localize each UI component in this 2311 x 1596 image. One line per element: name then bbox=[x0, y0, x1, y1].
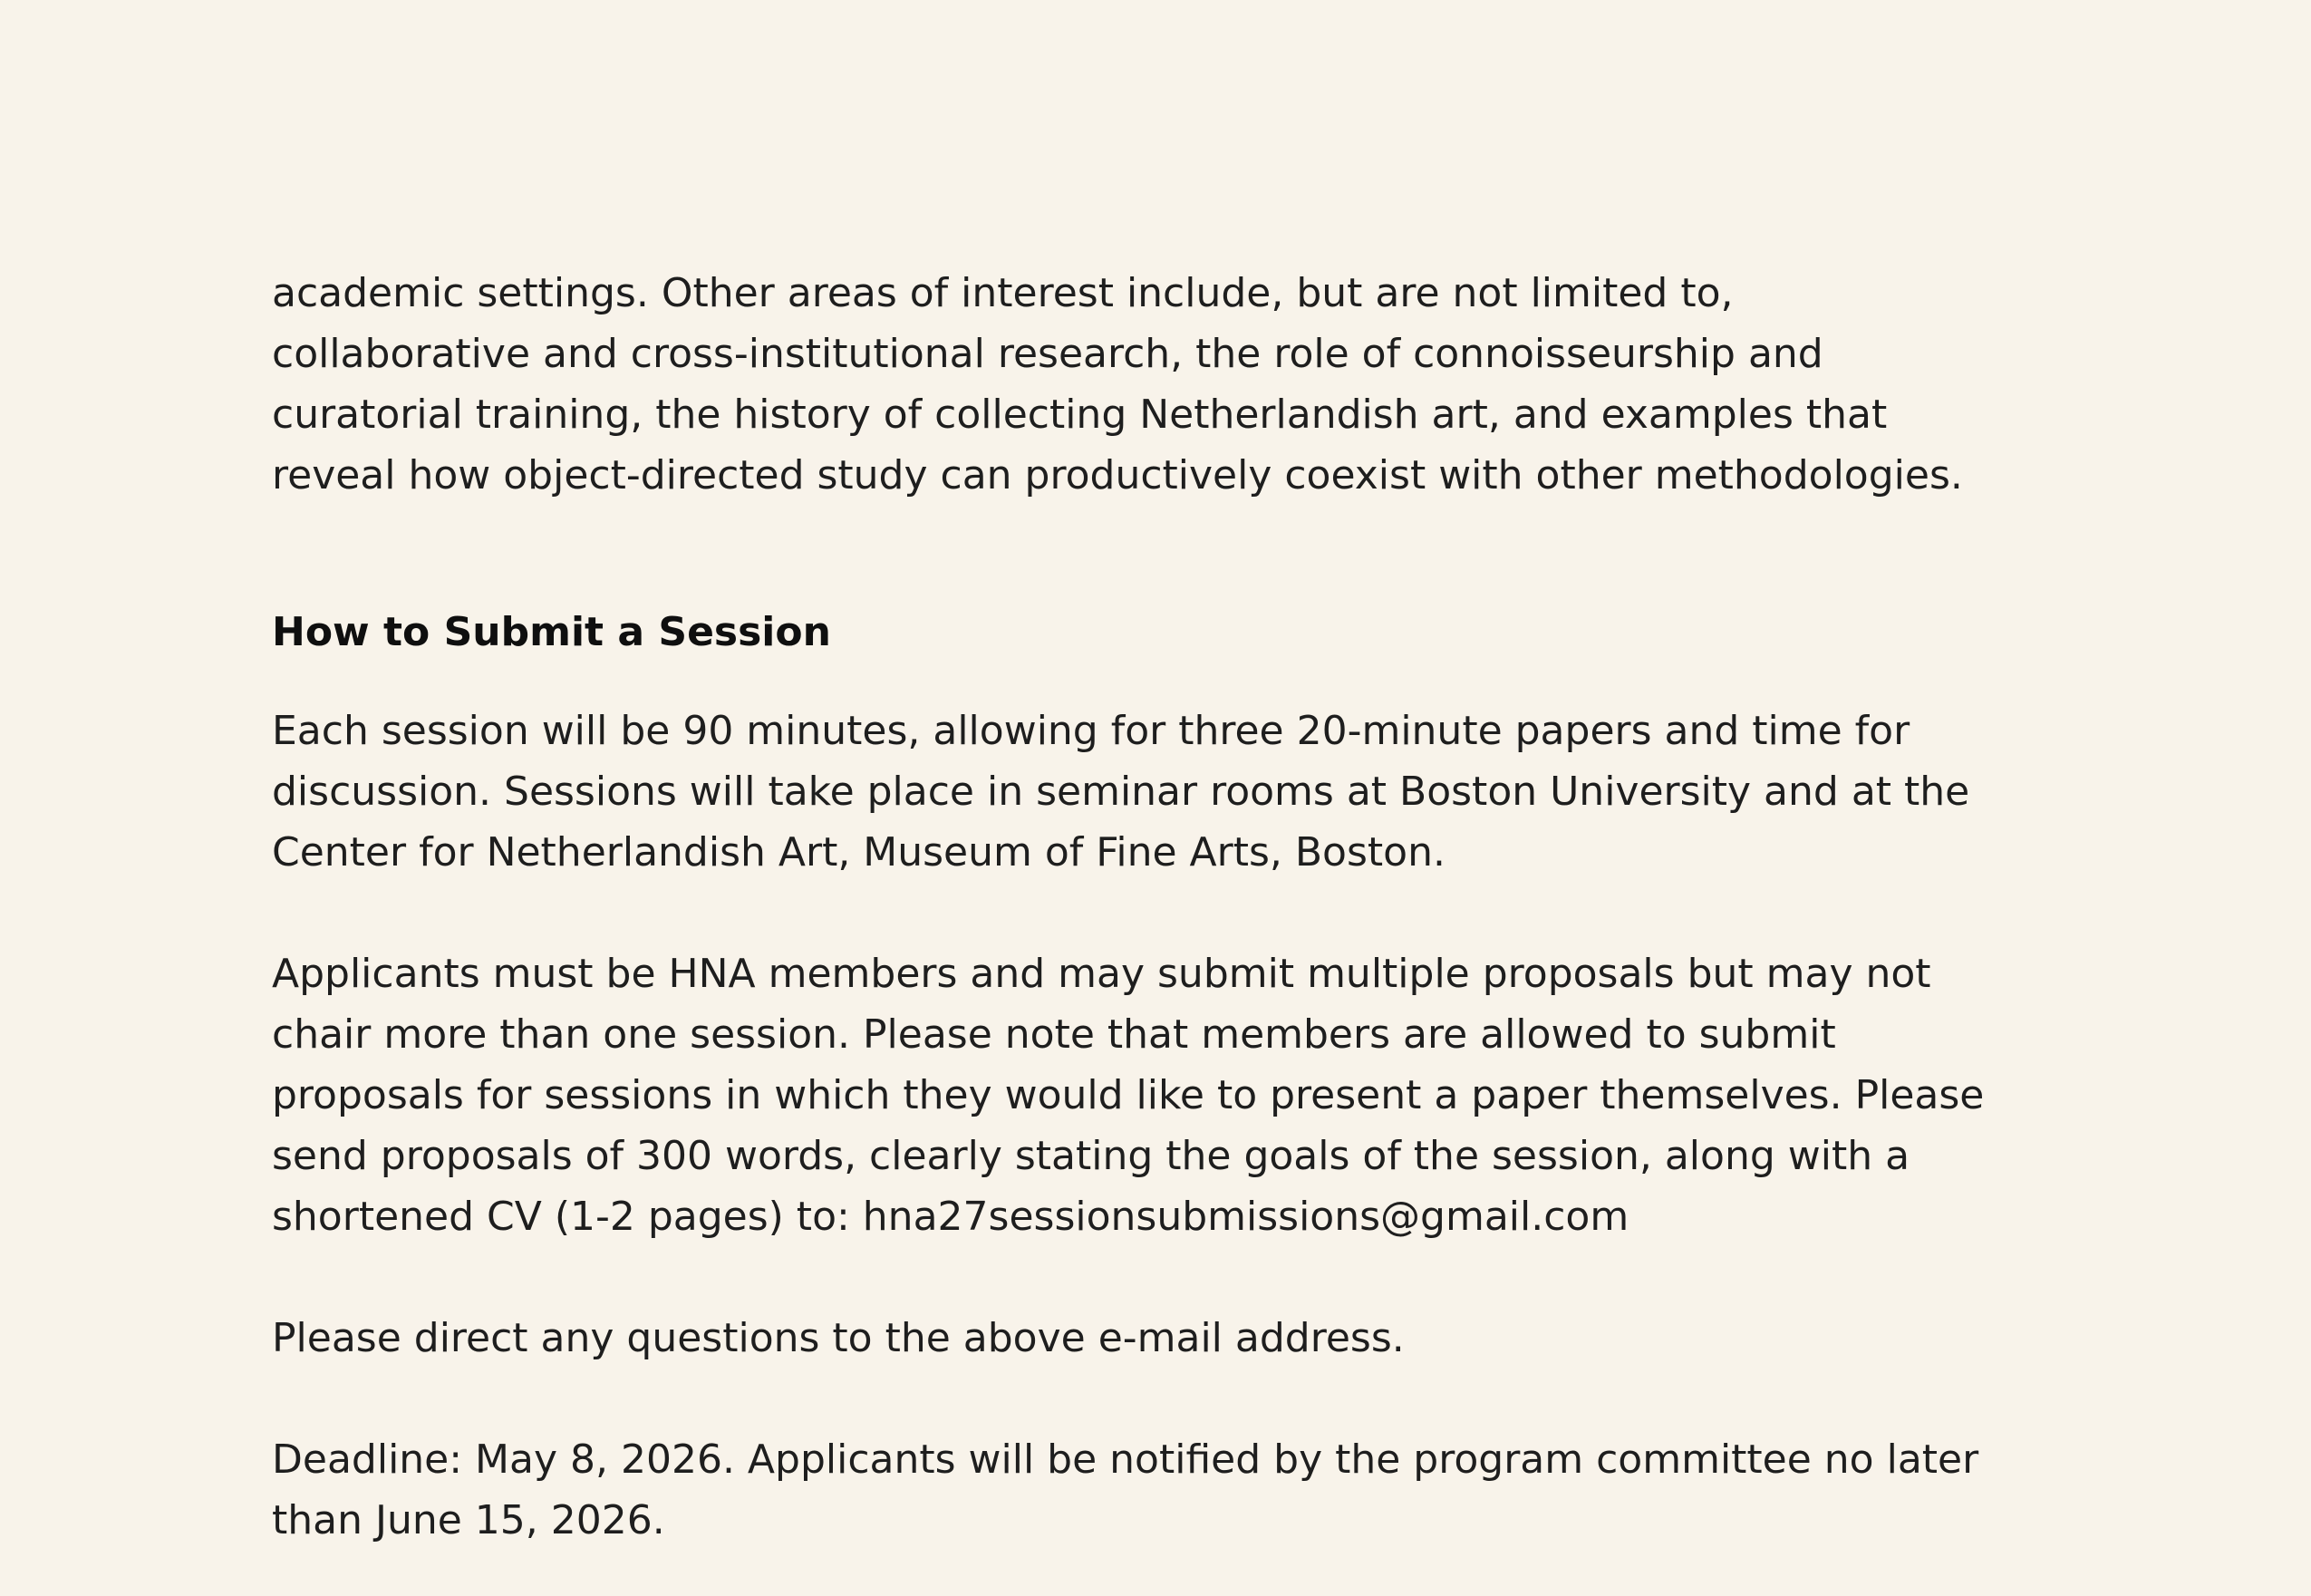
questions-paragraph: Please direct any questions to the above e-mail address. bbox=[272, 1315, 1405, 1361]
applicants-paragraph-text: Applicants must be HNA members and may submit multiple proposals but may not chair more than one session. Please note that members are allowed to submit proposals for sessions in which they would like to present a paper themselves. Please send proposals of 300 words, clearly stating the goals of the session, along with a shortened CV (1-2 pages) to: bbox=[272, 951, 1985, 1240]
section-heading: How to Submit a Session bbox=[272, 609, 831, 655]
intro-paragraph-continued: academic settings. Other areas of interest include, but are not limited to, collaborative and cross-institutional research, the role of connoisseurship and curatorial training, the history of collecting Netherlandish art, and examples that reveal how object-directed study can productively coexist with other methodologies. bbox=[272, 270, 1963, 498]
document-page bbox=[272, 263, 2084, 1551]
submission-email-link[interactable]: hna27sessionsubmissions@gmail.com bbox=[862, 1194, 1629, 1240]
applicants-paragraph bbox=[272, 943, 2084, 1247]
session-paragraph: Each session will be 90 minutes, allowing for three 20-minute papers and time for discussion. Sessions will take place in seminar rooms at Boston University and at the Center for Netherlandish Art, Museum of Fine Arts, Boston. bbox=[272, 708, 1970, 875]
deadline-paragraph: Deadline: May 8, 2026. Applicants will be notified by the program committee no later than June 15, 2026. bbox=[272, 1436, 1979, 1543]
